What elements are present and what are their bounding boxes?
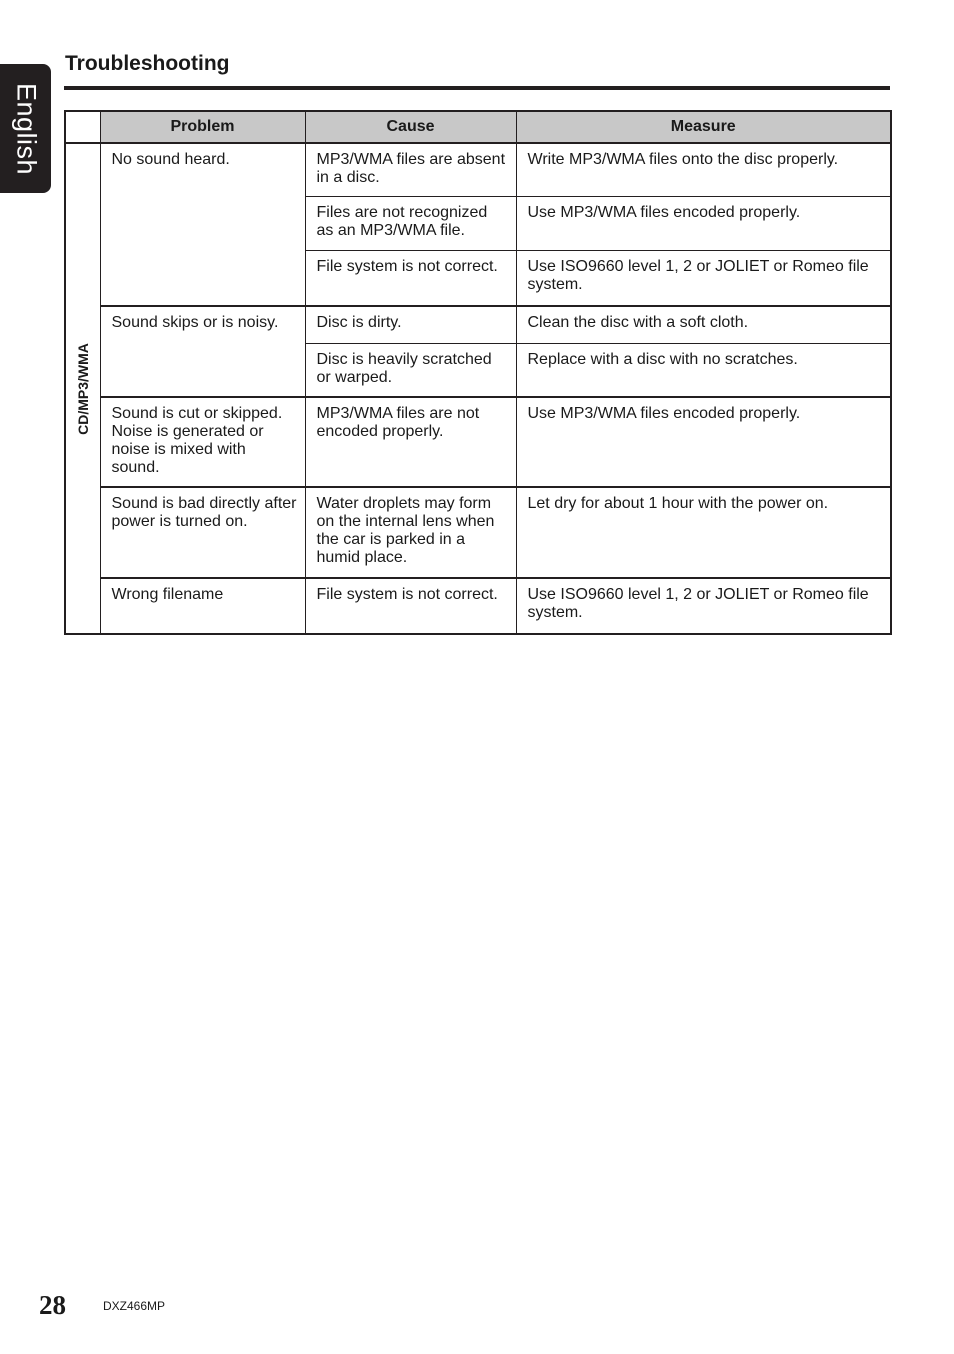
section-title: Troubleshooting: [65, 52, 230, 75]
problem-cell: Sound is bad directly after power is turned on.: [100, 487, 305, 578]
measure-cell: Use ISO9660 level 1, 2 or JOLIET or Romeo file system.: [516, 578, 891, 634]
cause-cell: File system is not correct.: [305, 578, 516, 634]
table-row: [65, 306, 891, 343]
header-measure: Measure: [516, 111, 891, 143]
table-header-row: [65, 111, 891, 143]
cause-cell: Files are not recognized as an MP3/WMA file.: [305, 196, 516, 250]
measure-cell: Clean the disc with a soft cloth.: [516, 306, 891, 343]
title-rule: [64, 86, 890, 90]
measure-cell: Use MP3/WMA files encoded properly.: [516, 397, 891, 487]
problem-cell: Sound is cut or skipped. Noise is generated or noise is mixed with sound.: [100, 397, 305, 487]
page-number: 28: [39, 1290, 66, 1320]
header-cause: Cause: [305, 111, 516, 143]
cause-cell: Disc is heavily scratched or warped.: [305, 343, 516, 397]
cause-cell: MP3/WMA files are absent in a disc.: [305, 143, 516, 196]
measure-cell: Use ISO9660 level 1, 2 or JOLIET or Romeo file system.: [516, 250, 891, 306]
model-number: DXZ466MP: [103, 1299, 166, 1313]
measure-cell: Replace with a disc with no scratches.: [516, 343, 891, 397]
cause-cell: MP3/WMA files are not encoded properly.: [305, 397, 516, 487]
cause-cell: Disc is dirty.: [305, 306, 516, 343]
table-row: [65, 487, 891, 578]
category-label: CD/MP3/WMA: [74, 342, 91, 435]
language-tab: [0, 64, 51, 193]
measure-cell: Use MP3/WMA files encoded properly.: [516, 196, 891, 250]
measure-cell: Write MP3/WMA files onto the disc properly.: [516, 143, 891, 196]
troubleshooting-table: [64, 110, 892, 635]
language-tab-label: English: [11, 82, 41, 175]
header-problem: Problem: [100, 111, 305, 143]
problem-cell: Sound skips or is noisy.: [100, 306, 305, 397]
cause-cell: File system is not correct.: [305, 250, 516, 306]
table-row: [65, 397, 891, 487]
table-row: [65, 578, 891, 634]
problem-cell: No sound heard.: [100, 143, 305, 306]
category-cell: [65, 143, 100, 634]
measure-cell: Let dry for about 1 hour with the power on.: [516, 487, 891, 578]
table-row: [65, 143, 891, 196]
problem-cell: Wrong filename: [100, 578, 305, 634]
header-corner-cell: [65, 111, 100, 143]
cause-cell: Water droplets may form on the internal lens when the car is parked in a humid place.: [305, 487, 516, 578]
